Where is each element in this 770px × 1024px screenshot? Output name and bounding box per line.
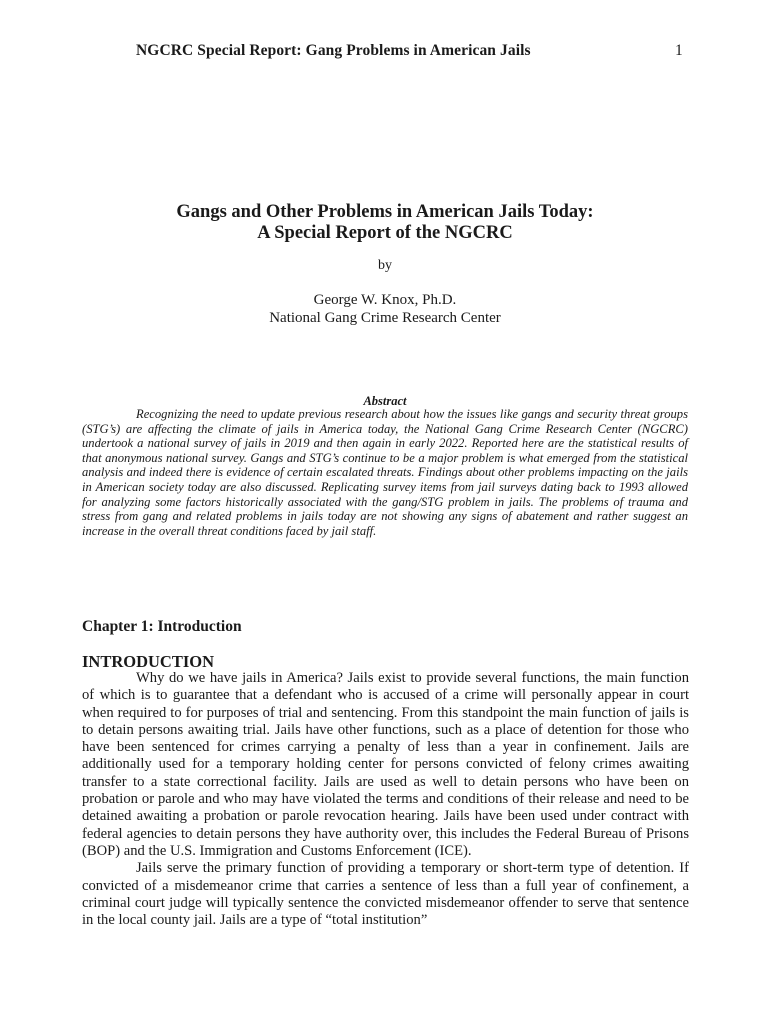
abstract-heading: Abstract: [363, 394, 407, 408]
body-paragraph: Why do we have jails in America? Jails exist to provide several functions, the main function of which is to guarantee that a defendant who is accused of a crime will personally appear in court when required to for purposes of trial and sentencing. From this standpoint the main function of jails is to detain persons awaiting trial. Jails have other functions, such as a place of detention for those who have been sentenced for crimes carrying a penalty of less than a year in confinement. Jails are additionally used for a temporary holding center for persons convicted of felony crimes awaiting transfer to a state correctional facility. Jails are used as well to detain persons who have been on probation or parole and who may have violated the terms and conditions of their release and need to be detained awaiting a probation or parole revocation hearing. Jails have been used under contract with federal agencies to detain persons they have authority over, this includes the Federal Bureau of Prisons (BOP) and the U.S. Immigration and Customs Enforcement (ICE).: [82, 670, 689, 859]
author-block: [0, 292, 770, 327]
introduction-body: [82, 670, 689, 929]
chapter-heading: Chapter 1: Introduction: [82, 618, 242, 635]
page-number: 1: [675, 42, 683, 59]
abstract-body: Recognizing the need to update previous research about how the issues like gangs and security threat groups (STG’s) are affecting the climate of jails in America today, the National Gang Crime Research Center (NGCRC) undertook a national survey of jails in 2019 and then again in early 2022. Reported here are the statistical results of that anonymous national survey. Gangs and STG’s continue to be a major problem is what emerged from the statistical analysis and indeed there is evidence of certain escalated threats. Findings about other problems impacting on the jails in American society today are also discussed. Replicating survey items from jail surveys dating back to 1993 allowed for analyzing some factors historically associated with the gang/STG problem in jails. The problems of trauma and stress from gang and related problems in jails today are not showing any signs of abatement and rather suggest an increase in the overall threat conditions faced by jail staff.: [82, 407, 688, 538]
author-affiliation: National Gang Crime Research Center: [269, 309, 501, 326]
running-header-title: NGCRC Special Report: Gang Problems in American Jails: [136, 42, 531, 59]
document-title: [0, 202, 770, 244]
byline: by: [378, 258, 392, 273]
body-paragraph: Jails serve the primary function of providing a temporary or short-term type of detention. If convicted of a misdemeanor crime that carries a sentence of less than a full year of confinement, a criminal court judge will typically sentence the convicted misdemeanor offender to serve that sentence in the local county jail. Jails are a type of “total institution”: [82, 860, 689, 929]
author-name: George W. Knox, Ph.D.: [313, 292, 457, 308]
title-line-2: A Special Report of the NGCRC: [257, 223, 513, 243]
title-line-1: Gangs and Other Problems in American Jails Today:: [176, 202, 594, 222]
section-heading: INTRODUCTION: [82, 652, 215, 671]
